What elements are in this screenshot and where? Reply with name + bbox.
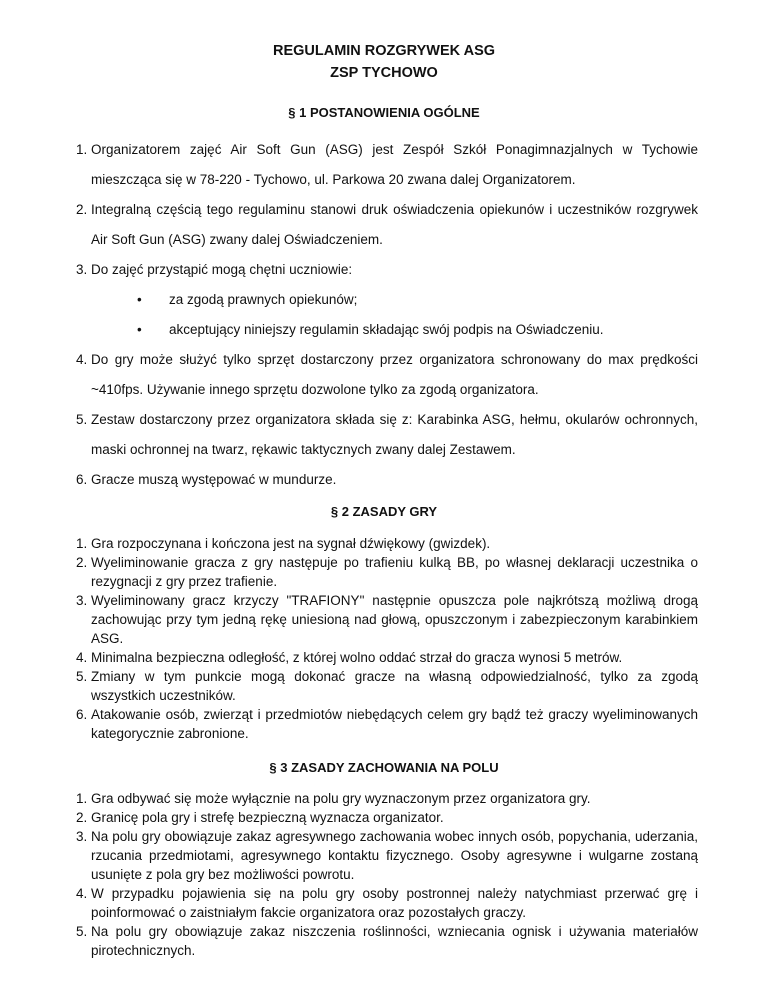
section-1-heading: § 1 POSTANOWIENIA OGÓLNE	[288, 105, 480, 120]
bullet-dot-icon: •	[137, 292, 142, 307]
section-2-item: 4. Minimalna bezpieczna odległość, z której wolno oddać strzał do gracza wynosi 5 metrów.	[91, 648, 698, 667]
bullet-text: akceptujący niniejszy regulamin składając swój podpis na Oświadczeniu.	[169, 322, 604, 337]
section-3-list	[70, 789, 698, 960]
section-2-item: 5. Zmiany w tym punkcie mogą dokonać gracze na własną odpowiedzialność, tylko za zgodą wszystkich uczestników.	[91, 667, 698, 705]
section-1-list	[70, 135, 698, 495]
section-3-item: 3. Na polu gry obowiązuje zakaz agresywnego zachowania wobec innych osób, popychania, uderzania, rzucania przedmiotami, agresywnego kontaktu fizycznego. Osoby agresywne i wulgarne zostaną usunięte z pola gry bez możliwości powrotu.	[91, 827, 698, 884]
section-1-item-text: Do zajęć przystąpić mogą chętni uczniowie:	[91, 262, 353, 277]
section-3-item: 2. Granicę pola gry i strefę bezpieczną wyznacza organizator.	[91, 808, 698, 827]
section-1-item: 5. Zestaw dostarczony przez organizatora składa się z: Karabinka ASG, hełmu, okularów ochronnych, maski ochronnej na twarz, rękawic taktycznych zwany dalej Zestawem.	[91, 405, 698, 465]
bullet-item	[137, 285, 698, 315]
section-2-heading: § 2 ZASADY GRY	[330, 504, 438, 519]
section-1-item: 2. Integralną częścią tego regulaminu stanowi druk oświadczenia opiekunów i uczestników rozgrywek Air Soft Gun (ASG) zwany dalej Oświadczeniem.	[91, 195, 698, 255]
section-1-item: 6. Gracze muszą występować w mundurze.	[91, 465, 698, 495]
eligibility-bullet-list	[91, 285, 698, 345]
section-2-item: 6. Atakowanie osób, zwierząt i przedmiotów niebędących celem gry bądź też graczy wyeliminowanych kategorycznie zabronione.	[91, 705, 698, 743]
bullet-item	[137, 315, 698, 345]
section-2-item: 3. Wyeliminowany gracz krzyczy "TRAFIONY" następnie opuszcza pole najkrótszą możliwą drogą zachowując przy tym jedną rękę uniesioną nad głową, opuszczonym i zabezpieczonym karabinkiem ASG.	[91, 591, 698, 648]
section-2-list	[70, 534, 698, 743]
section-1-item: 1. Organizatorem zajęć Air Soft Gun (ASG) jest Zespół Szkół Ponagimnazjalnych w Tychowie mieszcząca się w 78-220 - Tychowo, ul. Parkowa 20 zwana dalej Organizatorem.	[91, 135, 698, 195]
section-1-item: 4. Do gry może służyć tylko sprzęt dostarczony przez organizatora schronowany do max prędkości ~410fps. Używanie innego sprzętu dozwolone tylko za zgodą organizatora.	[91, 345, 698, 405]
bullet-dot-icon: •	[137, 322, 142, 337]
document-subtitle: ZSP TYCHOWO	[330, 65, 438, 81]
section-2-item: 1. Gra rozpoczynana i kończona jest na sygnał dźwiękowy (gwizdek).	[91, 534, 698, 553]
bullet-text: za zgodą prawnych opiekunów;	[169, 292, 358, 307]
document-title-block	[70, 40, 698, 84]
section-3-item: 5. Na polu gry obowiązuje zakaz niszczenia roślinności, wzniecania ognisk i używania materiałów pirotechnicznych.	[91, 922, 698, 960]
section-2-item: 2. Wyeliminowanie gracza z gry następuje po trafieniu kulką BB, po własnej deklaracji uczestnika o rezygnacji z gry przez trafienie.	[91, 553, 698, 591]
section-3-item: 1. Gra odbywać się może wyłącznie na polu gry wyznaczonym przez organizatora gry.	[91, 789, 698, 808]
document-title: REGULAMIN ROZGRYWEK ASG	[272, 43, 496, 59]
section-3-item: 4. W przypadku pojawienia się na polu gry osoby postronnej należy natychmiast przerwać grę i poinformować o zaistniałym fakcie organizatora oraz pozostałych graczy.	[91, 884, 698, 922]
section-1-item	[91, 255, 698, 345]
section-3-heading: § 3 ZASADY ZACHOWANIA NA POLU	[269, 760, 499, 775]
